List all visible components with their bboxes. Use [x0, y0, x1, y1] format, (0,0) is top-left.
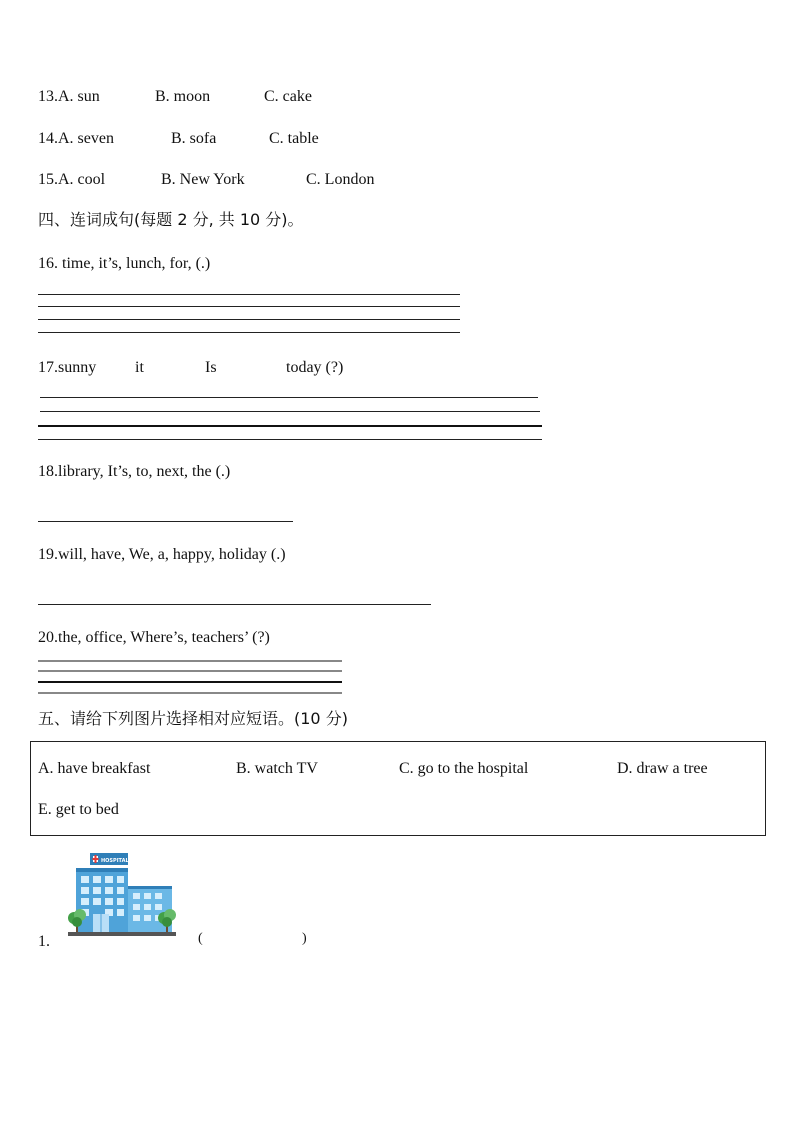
- answer-line: [38, 670, 342, 672]
- hospital-sign-label: HOSPITAL: [101, 858, 129, 864]
- answer-line: [40, 397, 538, 398]
- answer-line: [38, 692, 342, 694]
- q14-option-a: 14.A. seven: [38, 130, 114, 147]
- q15-option-c: C. London: [306, 171, 375, 188]
- answer-line: [38, 604, 431, 605]
- q17-word-2: it: [135, 359, 144, 376]
- answer-line: [38, 425, 542, 427]
- answer-line: [38, 681, 342, 683]
- option-e: E. get to bed: [38, 801, 119, 818]
- q18-prompt: 18.library, It’s, to, next, the (.): [38, 463, 231, 480]
- q13-option-a: 13.A. sun: [38, 88, 100, 105]
- q14-option-c: C. table: [269, 130, 319, 147]
- answer-line: [38, 306, 460, 307]
- q13-option-c: C. cake: [264, 88, 312, 105]
- answer-line: [38, 332, 460, 333]
- section-5-heading: 五、请给下列图片选择相对应短语。(10 分): [38, 709, 348, 728]
- answer-line: [38, 521, 293, 522]
- answer-line: [38, 294, 460, 295]
- option-d: D. draw a tree: [617, 760, 708, 777]
- answer-line: [38, 439, 542, 440]
- option-a: A. have breakfast: [38, 760, 151, 777]
- q15-option-a: 15.A. cool: [38, 171, 106, 188]
- hospital-building-icon: [66, 852, 180, 940]
- section-4-heading: 四、连词成句(每题 2 分, 共 10 分)。: [38, 210, 304, 229]
- q14-option-b: B. sofa: [171, 130, 217, 147]
- q17-word-3: Is: [205, 359, 217, 376]
- picture-question-number: 1.: [38, 933, 50, 950]
- answer-line: [38, 660, 342, 662]
- q13-option-b: B. moon: [155, 88, 211, 105]
- answer-line: [38, 319, 460, 320]
- q15-option-b: B. New York: [161, 171, 245, 188]
- q19-prompt: 19.will, have, We, a, happy, holiday (.): [38, 546, 286, 563]
- option-b: B. watch TV: [236, 760, 318, 777]
- q17-word-4: today (?): [286, 359, 344, 376]
- answer-paren-close: ): [302, 931, 307, 946]
- option-c: C. go to the hospital: [399, 760, 529, 777]
- q17-word-1: 17.sunny: [38, 359, 97, 376]
- answer-paren-open: (: [198, 931, 203, 946]
- q20-prompt: 20.the, office, Where’s, teachers’ (?): [38, 629, 270, 646]
- phrase-options-box: [30, 741, 766, 836]
- q16-prompt: 16. time, it’s, lunch, for, (.): [38, 255, 211, 272]
- answer-line: [40, 411, 540, 412]
